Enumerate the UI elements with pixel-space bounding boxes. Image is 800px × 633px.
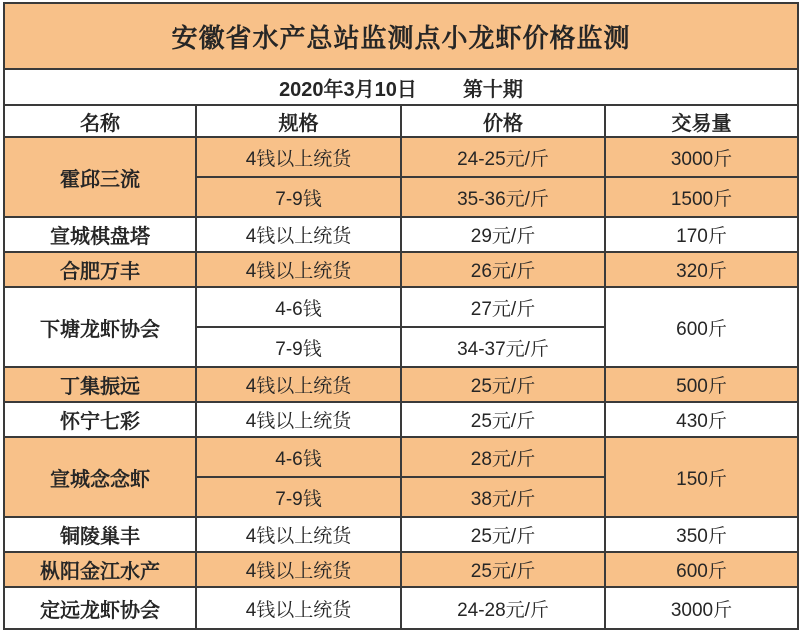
spec-cell: 4-6钱 <box>196 287 401 327</box>
price-cell: 24-25元/斤 <box>401 137 605 177</box>
date-line <box>4 69 798 105</box>
title-row <box>4 3 798 69</box>
site-name-cell: 铜陵巢丰 <box>4 517 196 552</box>
price-cell: 25元/斤 <box>401 402 605 437</box>
spec-cell: 4钱以上统货 <box>196 402 401 437</box>
price-cell: 25元/斤 <box>401 552 605 587</box>
column-header-name: 名称 <box>4 105 196 137</box>
spec-cell: 4-6钱 <box>196 437 401 477</box>
spec-cell: 4钱以上统货 <box>196 137 401 177</box>
table-row <box>4 287 798 327</box>
site-name-cell: 定远龙虾协会 <box>4 587 196 629</box>
table-row <box>4 137 798 177</box>
spec-cell: 7-9钱 <box>196 177 401 217</box>
column-header-spec: 规格 <box>196 105 401 137</box>
volume-cell: 3000斤 <box>605 137 798 177</box>
volume-cell: 150斤 <box>605 437 798 517</box>
spec-cell: 4钱以上统货 <box>196 587 401 629</box>
volume-cell: 170斤 <box>605 217 798 252</box>
spec-cell: 7-9钱 <box>196 327 401 367</box>
spec-cell: 4钱以上统货 <box>196 217 401 252</box>
page-title: 安徽省水产总站监测点小龙虾价格监测 <box>4 3 798 69</box>
issue-number: 第十期 <box>462 78 523 101</box>
volume-cell: 500斤 <box>605 367 798 402</box>
header-row <box>4 105 798 137</box>
table-row <box>4 402 798 437</box>
table-row <box>4 217 798 252</box>
table-row <box>4 437 798 477</box>
spec-cell: 4钱以上统货 <box>196 517 401 552</box>
table-row <box>4 517 798 552</box>
volume-cell: 350斤 <box>605 517 798 552</box>
price-cell: 25元/斤 <box>401 367 605 402</box>
site-name-cell: 宣城念念虾 <box>4 437 196 517</box>
price-cell: 38元/斤 <box>401 477 605 517</box>
volume-cell: 1500斤 <box>605 177 798 217</box>
table-row <box>4 587 798 629</box>
site-name-cell: 霍邱三流 <box>4 137 196 217</box>
price-cell: 24-28元/斤 <box>401 587 605 629</box>
spec-cell: 4钱以上统货 <box>196 367 401 402</box>
spec-cell: 7-9钱 <box>196 477 401 517</box>
report-date: 2020年3月10日 <box>279 78 417 101</box>
price-cell: 27元/斤 <box>401 287 605 327</box>
price-table <box>3 2 799 630</box>
site-name-cell: 怀宁七彩 <box>4 402 196 437</box>
site-name-cell: 合肥万丰 <box>4 252 196 287</box>
price-cell: 25元/斤 <box>401 517 605 552</box>
volume-cell: 600斤 <box>605 287 798 367</box>
column-header-price: 价格 <box>401 105 605 137</box>
price-table-body <box>4 137 798 629</box>
price-cell: 34-37元/斤 <box>401 327 605 367</box>
price-cell: 26元/斤 <box>401 252 605 287</box>
site-name-cell: 宣城棋盘塔 <box>4 217 196 252</box>
table-row <box>4 367 798 402</box>
price-cell: 28元/斤 <box>401 437 605 477</box>
date-row <box>4 69 798 105</box>
volume-cell: 320斤 <box>605 252 798 287</box>
volume-cell: 3000斤 <box>605 587 798 629</box>
spec-cell: 4钱以上统货 <box>196 252 401 287</box>
site-name-cell: 下塘龙虾协会 <box>4 287 196 367</box>
spec-cell: 4钱以上统货 <box>196 552 401 587</box>
site-name-cell: 丁集振远 <box>4 367 196 402</box>
volume-cell: 430斤 <box>605 402 798 437</box>
price-cell: 35-36元/斤 <box>401 177 605 217</box>
table-row <box>4 552 798 587</box>
column-header-volume: 交易量 <box>605 105 798 137</box>
site-name-cell: 枞阳金江水产 <box>4 552 196 587</box>
price-cell: 29元/斤 <box>401 217 605 252</box>
volume-cell: 600斤 <box>605 552 798 587</box>
table-row <box>4 252 798 287</box>
